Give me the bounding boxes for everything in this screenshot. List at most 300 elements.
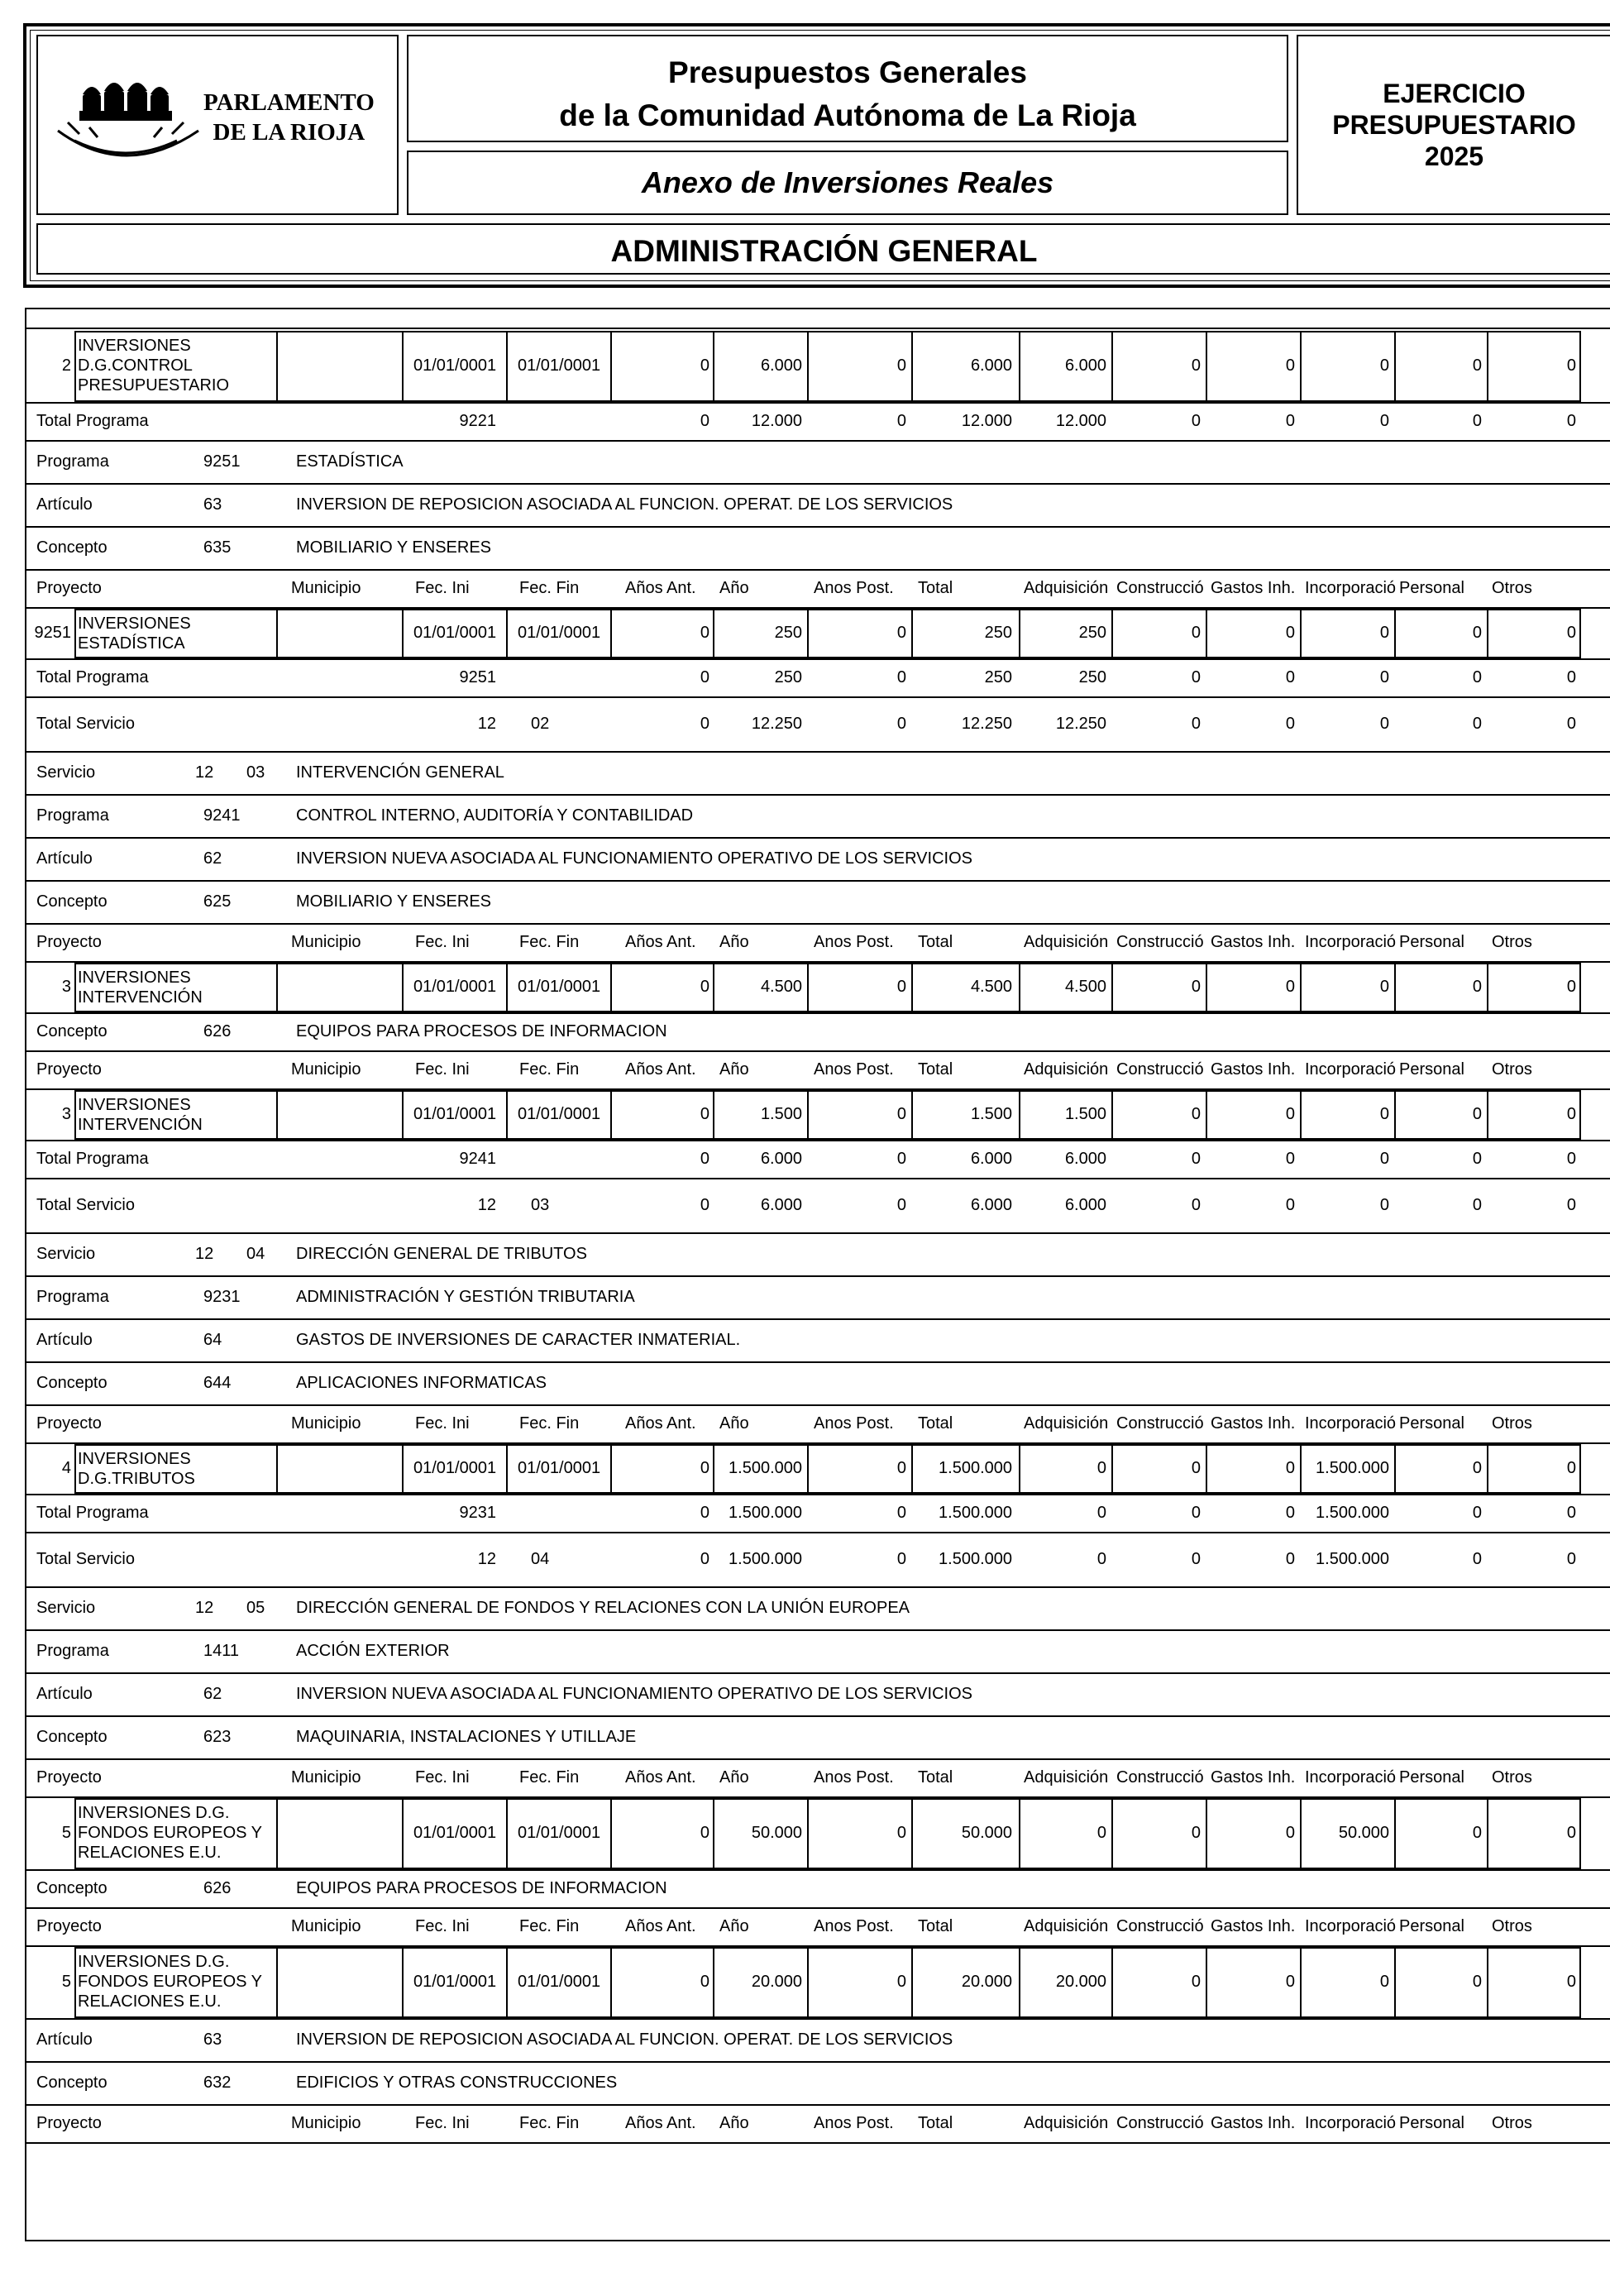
column-header: Proyecto (36, 1768, 102, 1787)
column-header: Adquisición (1024, 2114, 1109, 2132)
amount-cell: 0 (1566, 978, 1576, 996)
fecha-fin: 01/01/0001 (518, 624, 601, 642)
category-code: 63 (203, 2031, 222, 2049)
category-code: 626 (203, 1022, 232, 1040)
column-header: Municipio (291, 1768, 361, 1787)
amount-cell: 0 (1191, 1824, 1201, 1842)
fecha-fin: 01/01/0001 (518, 978, 601, 996)
amount-cell: 0 (700, 1973, 709, 1991)
category-description: INVERSION DE REPOSICION ASOCIADA AL FUNCION. OPERAT. DE LOS SERVICIOS (296, 2031, 953, 2049)
amount-cell: 1.500.000 (729, 1459, 802, 1477)
total-amount: 1.500.000 (939, 1550, 1012, 1568)
total-amount: 12.000 (1055, 412, 1106, 430)
category-description: INVERSION DE REPOSICION ASOCIADA AL FUNCION. OPERAT. DE LOS SERVICIOS (296, 495, 953, 514)
fecha-fin: 01/01/0001 (518, 1459, 601, 1477)
table-cell (276, 1798, 404, 1869)
total-amount: 6.000 (970, 1196, 1012, 1214)
column-header: Gastos Inh. (1211, 1768, 1296, 1787)
column-header: Municipio (291, 2114, 361, 2132)
category-description: ESTADÍSTICA (296, 452, 404, 471)
row-rule (25, 1361, 1610, 1363)
total-amount: 250 (984, 668, 1012, 686)
column-header: Gastos Inh. (1211, 1414, 1296, 1433)
column-header: Proyecto (36, 1917, 102, 1935)
amount-cell: 0 (1472, 1824, 1482, 1842)
ejercicio-year: 2025 (1424, 141, 1484, 171)
amount-cell: 0 (1379, 624, 1389, 642)
column-header: Personal (1399, 2114, 1464, 2132)
total-label: Total Programa (36, 668, 149, 686)
column-header: Anos Post. (814, 933, 894, 951)
total-amount: 0 (1566, 412, 1576, 430)
row-rule (25, 483, 1610, 485)
category-label: Programa (36, 1288, 109, 1306)
category-description: INTERVENCIÓN GENERAL (296, 763, 504, 782)
amount-cell: 1.500 (1064, 1105, 1106, 1123)
amount-cell: 1.500 (970, 1105, 1012, 1123)
total-amount: 0 (1191, 1504, 1201, 1522)
row-rule (25, 837, 1610, 839)
category-label: Concepto (36, 1728, 107, 1746)
project-name: INVERSIONES D.G. FONDOS EUROPEOS Y RELACIONES E.U. (78, 1804, 262, 1862)
amount-cell: 0 (1566, 356, 1576, 375)
category-description: CONTROL INTERNO, AUDITORÍA Y CONTABILIDAD (296, 806, 694, 825)
total-amount: 0 (1191, 1196, 1201, 1214)
total-amount: 0 (700, 1196, 709, 1214)
parliament-logo-icon (50, 73, 207, 164)
column-header: Fec. Ini (415, 1768, 470, 1787)
amount-cell: 50.000 (751, 1824, 802, 1842)
amount-cell: 0 (700, 1459, 709, 1477)
fecha-fin: 01/01/0001 (518, 1105, 601, 1123)
total-amount: 0 (1472, 1196, 1482, 1214)
total-amount: 0 (1379, 715, 1389, 733)
total-amount: 0 (1285, 412, 1295, 430)
total-amount: 250 (1078, 668, 1106, 686)
category-code: 9251 (203, 452, 241, 471)
column-header: Personal (1399, 1414, 1464, 1433)
column-header: Años Ant. (625, 579, 696, 597)
amount-cell: 0 (896, 356, 906, 375)
total-code: 9221 (459, 412, 496, 430)
column-header: Anos Post. (814, 1414, 894, 1433)
total-label: Total Servicio (36, 1196, 135, 1214)
category-code: 623 (203, 1728, 232, 1746)
category-description: INVERSION NUEVA ASOCIADA AL FUNCIONAMIENTO OPERATIVO DE LOS SERVICIOS (296, 1685, 972, 1703)
column-header: Total (918, 933, 953, 951)
amount-cell: 4.500 (1064, 978, 1106, 996)
total-code2: 04 (531, 1550, 550, 1568)
document-title (407, 35, 1288, 142)
column-header: Fec. Fin (519, 1768, 580, 1787)
column-header: Total (918, 2114, 953, 2132)
logo-line2: DE LA RIOJA (213, 119, 365, 146)
total-code: 9231 (459, 1504, 496, 1522)
column-header: Año (719, 933, 749, 951)
column-header: Proyecto (36, 1414, 102, 1433)
amount-cell: 1.500 (760, 1105, 802, 1123)
total-code: 12 (477, 715, 496, 733)
total-amount: 0 (1191, 1550, 1201, 1568)
total-label: Total Programa (36, 412, 149, 430)
amount-cell: 0 (1379, 356, 1389, 375)
column-header: Otros (1492, 2114, 1532, 2132)
category-label: Concepto (36, 1879, 107, 1897)
total-amount: 12.250 (961, 715, 1012, 733)
total-amount: 0 (1566, 1196, 1576, 1214)
category-label: Concepto (36, 892, 107, 911)
column-header: Construcció (1116, 2114, 1204, 2132)
total-amount: 1.500.000 (1316, 1504, 1389, 1522)
amount-cell: 4.500 (970, 978, 1012, 996)
total-amount: 0 (1566, 1504, 1576, 1522)
amount-cell: 6.000 (1064, 356, 1106, 375)
total-amount: 0 (1285, 1550, 1295, 1568)
column-header: Personal (1399, 579, 1464, 597)
total-amount: 12.250 (1055, 715, 1106, 733)
amount-cell: 0 (1285, 1105, 1295, 1123)
column-header: Municipio (291, 1917, 361, 1935)
project-number: 5 (61, 1973, 71, 1991)
row-rule (25, 1672, 1610, 1674)
column-header: Fec. Ini (415, 1414, 470, 1433)
category-label: Concepto (36, 1022, 107, 1040)
total-amount: 0 (1379, 1150, 1389, 1168)
logo-line1: PARLAMENTO (203, 89, 375, 116)
category-description: MOBILIARIO Y ENSERES (296, 538, 492, 557)
category-code: 62 (203, 849, 222, 868)
total-amount: 0 (1285, 668, 1295, 686)
category-description: EQUIPOS PARA PROCESOS DE INFORMACION (296, 1022, 667, 1040)
column-header: Incorporació (1305, 1917, 1397, 1935)
row-rule (25, 696, 1610, 698)
amount-cell: 1.500.000 (939, 1459, 1012, 1477)
category-label: Servicio (36, 1599, 96, 1617)
row-rule (25, 751, 1610, 753)
fecha-fin: 01/01/0001 (518, 356, 601, 375)
column-header: Personal (1399, 1768, 1464, 1787)
column-header: Otros (1492, 1917, 1532, 1935)
category-description: ADMINISTRACIÓN Y GESTIÓN TRIBUTARIA (296, 1288, 635, 1306)
project-name: INVERSIONES INTERVENCIÓN (78, 969, 203, 1007)
project-name: INVERSIONES D.G.CONTROL PRESUPUESTARIO (78, 337, 229, 395)
total-amount: 1.500.000 (729, 1550, 802, 1568)
column-header: Año (719, 1917, 749, 1935)
column-header: Total (918, 1414, 953, 1433)
column-header: Años Ant. (625, 933, 696, 951)
total-amount: 0 (896, 1196, 906, 1214)
total-amount: 1.500.000 (1316, 1550, 1389, 1568)
amount-cell: 20.000 (751, 1973, 802, 1991)
column-header: Años Ant. (625, 1060, 696, 1079)
amount-cell: 0 (896, 1105, 906, 1123)
total-amount: 0 (1285, 1196, 1295, 1214)
amount-cell: 50.000 (961, 1824, 1012, 1842)
amount-cell: 1.500.000 (1316, 1459, 1389, 1477)
project-number: 2 (61, 356, 71, 375)
row-rule (25, 569, 1610, 571)
category-code: 626 (203, 1879, 232, 1897)
category-code: 12 (195, 1245, 214, 1263)
amount-cell: 6.000 (970, 356, 1012, 375)
table-cell (276, 1090, 404, 1140)
category-code: 64 (203, 1331, 222, 1349)
category-label: Artículo (36, 849, 93, 868)
category-description: INVERSION NUEVA ASOCIADA AL FUNCIONAMIENTO OPERATIVO DE LOS SERVICIOS (296, 849, 972, 868)
total-amount: 0 (700, 1150, 709, 1168)
project-name: INVERSIONES D.G.TRIBUTOS (78, 1450, 195, 1488)
column-header: Fec. Fin (519, 1414, 580, 1433)
category-code: 9231 (203, 1288, 241, 1306)
total-amount: 0 (700, 715, 709, 733)
column-header: Municipio (291, 1414, 361, 1433)
column-header: Total (918, 579, 953, 597)
table-cell (276, 963, 404, 1012)
row-rule (25, 1275, 1610, 1277)
column-header: Otros (1492, 1414, 1532, 1433)
row-rule (25, 1869, 1610, 1871)
total-amount: 1.500.000 (729, 1504, 802, 1522)
category-label: Artículo (36, 1685, 93, 1703)
amount-cell: 0 (1191, 356, 1201, 375)
total-label: Total Programa (36, 1504, 149, 1522)
total-amount: 0 (1472, 668, 1482, 686)
category-description: ACCIÓN EXTERIOR (296, 1642, 450, 1660)
total-amount: 6.000 (1064, 1150, 1106, 1168)
column-header: Año (719, 1768, 749, 1787)
column-header: Municipio (291, 933, 361, 951)
column-header: Personal (1399, 1917, 1464, 1935)
row-rule (25, 1012, 1610, 1014)
project-number: 5 (61, 1824, 71, 1842)
column-header: Año (719, 1060, 749, 1079)
total-amount: 0 (1096, 1550, 1106, 1568)
amount-cell: 0 (1191, 1459, 1201, 1477)
table-cell (276, 1947, 404, 2018)
total-amount: 0 (1191, 715, 1201, 733)
column-header: Proyecto (36, 1060, 102, 1079)
amount-cell: 0 (1472, 1973, 1482, 1991)
row-rule (25, 794, 1610, 796)
row-rule (25, 1715, 1610, 1717)
total-amount: 0 (1566, 715, 1576, 733)
amount-cell: 250 (1078, 624, 1106, 642)
column-header: Gastos Inh. (1211, 933, 1296, 951)
column-header: Incorporació (1305, 579, 1397, 597)
category-code: 12 (195, 1599, 214, 1617)
amount-cell: 0 (1566, 1824, 1576, 1842)
amount-cell: 6.000 (760, 356, 802, 375)
category-code: 644 (203, 1374, 232, 1392)
column-header: Adquisición (1024, 1060, 1109, 1079)
category-label: Servicio (36, 1245, 96, 1263)
row-rule (25, 1629, 1610, 1631)
total-amount: 0 (1379, 412, 1389, 430)
total-amount: 0 (1566, 1150, 1576, 1168)
column-header: Adquisición (1024, 933, 1109, 951)
category-code: 1411 (203, 1642, 240, 1660)
amount-cell: 0 (896, 624, 906, 642)
column-header: Personal (1399, 933, 1464, 951)
column-header: Fec. Ini (415, 2114, 470, 2132)
row-rule (25, 526, 1610, 528)
total-amount: 0 (700, 1504, 709, 1522)
row-rule (25, 1494, 1610, 1495)
column-header: Incorporació (1305, 1060, 1397, 1079)
amount-cell: 0 (1191, 978, 1201, 996)
category-label: Programa (36, 806, 109, 825)
section-title: ADMINISTRACIÓN GENERAL (36, 223, 1610, 275)
column-header: Gastos Inh. (1211, 2114, 1296, 2132)
column-header: Total (918, 1060, 953, 1079)
amount-cell: 0 (1096, 1824, 1106, 1842)
column-header: Fec. Ini (415, 579, 470, 597)
column-header: Años Ant. (625, 1768, 696, 1787)
project-name: INVERSIONES D.G. FONDOS EUROPEOS Y RELACIONES E.U. (78, 1953, 262, 2011)
fecha-inicio: 01/01/0001 (413, 978, 497, 996)
amount-cell: 0 (1566, 1459, 1576, 1477)
amount-cell: 0 (700, 1105, 709, 1123)
column-header: Municipio (291, 579, 361, 597)
total-code: 9241 (459, 1150, 496, 1168)
column-header: Fec. Ini (415, 933, 470, 951)
total-amount: 6.000 (970, 1150, 1012, 1168)
row-rule (25, 1318, 1610, 1320)
fecha-inicio: 01/01/0001 (413, 1459, 497, 1477)
total-amount: 0 (1191, 412, 1201, 430)
row-rule (25, 1178, 1610, 1179)
row-rule (25, 923, 1610, 925)
amount-cell: 0 (1379, 1105, 1389, 1123)
category-code2: 03 (246, 763, 265, 782)
category-code: 9241 (203, 806, 241, 825)
fecha-inicio: 01/01/0001 (413, 1105, 497, 1123)
column-header: Otros (1492, 1768, 1532, 1787)
category-label: Concepto (36, 2074, 107, 2092)
column-header: Fec. Ini (415, 1917, 470, 1935)
category-description: DIRECCIÓN GENERAL DE TRIBUTOS (296, 1245, 587, 1263)
column-header: Otros (1492, 1060, 1532, 1079)
amount-cell: 0 (1285, 1459, 1295, 1477)
row-rule (25, 1907, 1610, 1909)
total-amount: 0 (1379, 668, 1389, 686)
amount-cell: 0 (1191, 1105, 1201, 1123)
row-rule (25, 1050, 1610, 1052)
fecha-inicio: 01/01/0001 (413, 624, 497, 642)
amount-cell: 0 (896, 1459, 906, 1477)
category-label: Servicio (36, 763, 96, 782)
column-header: Incorporació (1305, 1768, 1397, 1787)
project-name: INVERSIONES ESTADÍSTICA (78, 615, 191, 653)
column-header: Construcció (1116, 1414, 1204, 1433)
total-amount: 0 (1285, 1150, 1295, 1168)
amount-cell: 0 (1472, 624, 1482, 642)
row-rule (25, 402, 1610, 404)
title-line2: de la Comunidad Autónoma de La Rioja (559, 98, 1136, 132)
amount-cell: 0 (1472, 1459, 1482, 1477)
total-amount: 0 (1472, 412, 1482, 430)
column-header: Adquisición (1024, 1414, 1109, 1433)
project-number: 4 (61, 1459, 71, 1477)
document-subtitle: Anexo de Inversiones Reales (407, 151, 1288, 215)
amount-cell: 0 (1472, 356, 1482, 375)
column-header: Construcció (1116, 1917, 1204, 1935)
column-header: Adquisición (1024, 579, 1109, 597)
category-description: APLICACIONES INFORMATICAS (296, 1374, 547, 1392)
total-amount: 12.250 (751, 715, 802, 733)
fecha-fin: 01/01/0001 (518, 1973, 601, 1991)
column-header: Fec. Fin (519, 579, 580, 597)
amount-cell: 250 (984, 624, 1012, 642)
amount-cell: 0 (1566, 1973, 1576, 1991)
column-header: Años Ant. (625, 1917, 696, 1935)
column-header: Año (719, 1414, 749, 1433)
amount-cell: 0 (1379, 978, 1389, 996)
total-amount: 6.000 (760, 1150, 802, 1168)
column-header: Construcció (1116, 933, 1204, 951)
column-header: Año (719, 579, 749, 597)
column-header: Gastos Inh. (1211, 1917, 1296, 1935)
row-rule (25, 1586, 1610, 1588)
column-header: Construcció (1116, 1768, 1204, 1787)
table-cell (276, 1444, 404, 1494)
row-rule (25, 880, 1610, 882)
project-number: 3 (61, 978, 71, 996)
row-rule (25, 1758, 1610, 1760)
total-code: 12 (477, 1196, 496, 1214)
amount-cell: 0 (700, 1824, 709, 1842)
total-amount: 0 (1191, 1150, 1201, 1168)
amount-cell: 0 (1285, 978, 1295, 996)
total-amount: 6.000 (1064, 1196, 1106, 1214)
category-label: Programa (36, 1642, 109, 1660)
column-header: Construcció (1116, 579, 1204, 597)
project-number: 3 (61, 1105, 71, 1123)
column-header: Total (918, 1768, 953, 1787)
amount-cell: 0 (896, 1824, 906, 1842)
column-header: Fec. Fin (519, 933, 580, 951)
column-header: Anos Post. (814, 1917, 894, 1935)
logo-text (203, 88, 375, 147)
column-header: Fec. Fin (519, 1060, 580, 1079)
column-header: Incorporació (1305, 933, 1397, 951)
category-label: Artículo (36, 1331, 93, 1349)
category-description: EDIFICIOS Y OTRAS CONSTRUCCIONES (296, 2074, 618, 2092)
ejercicio-line2: PRESUPUESTARIO (1332, 110, 1576, 140)
logo-box (36, 35, 399, 215)
amount-cell: 0 (1566, 1105, 1576, 1123)
fecha-inicio: 01/01/0001 (413, 1973, 497, 1991)
total-amount: 6.000 (760, 1196, 802, 1214)
fecha-inicio: 01/01/0001 (413, 1824, 497, 1842)
category-label: Artículo (36, 495, 93, 514)
row-rule (25, 1532, 1610, 1533)
amount-cell: 250 (774, 624, 802, 642)
column-header: Adquisición (1024, 1768, 1109, 1787)
total-amount: 250 (774, 668, 802, 686)
column-header: Fec. Fin (519, 1917, 580, 1935)
column-header: Incorporació (1305, 2114, 1397, 2132)
amount-cell: 0 (1285, 624, 1295, 642)
category-label: Concepto (36, 538, 107, 557)
category-code2: 05 (246, 1599, 265, 1617)
amount-cell: 20.000 (1055, 1973, 1106, 1991)
category-code: 63 (203, 495, 222, 514)
amount-cell: 4.500 (760, 978, 802, 996)
amount-cell: 0 (1285, 356, 1295, 375)
amount-cell: 0 (1191, 1973, 1201, 1991)
fecha-fin: 01/01/0001 (518, 1824, 601, 1842)
